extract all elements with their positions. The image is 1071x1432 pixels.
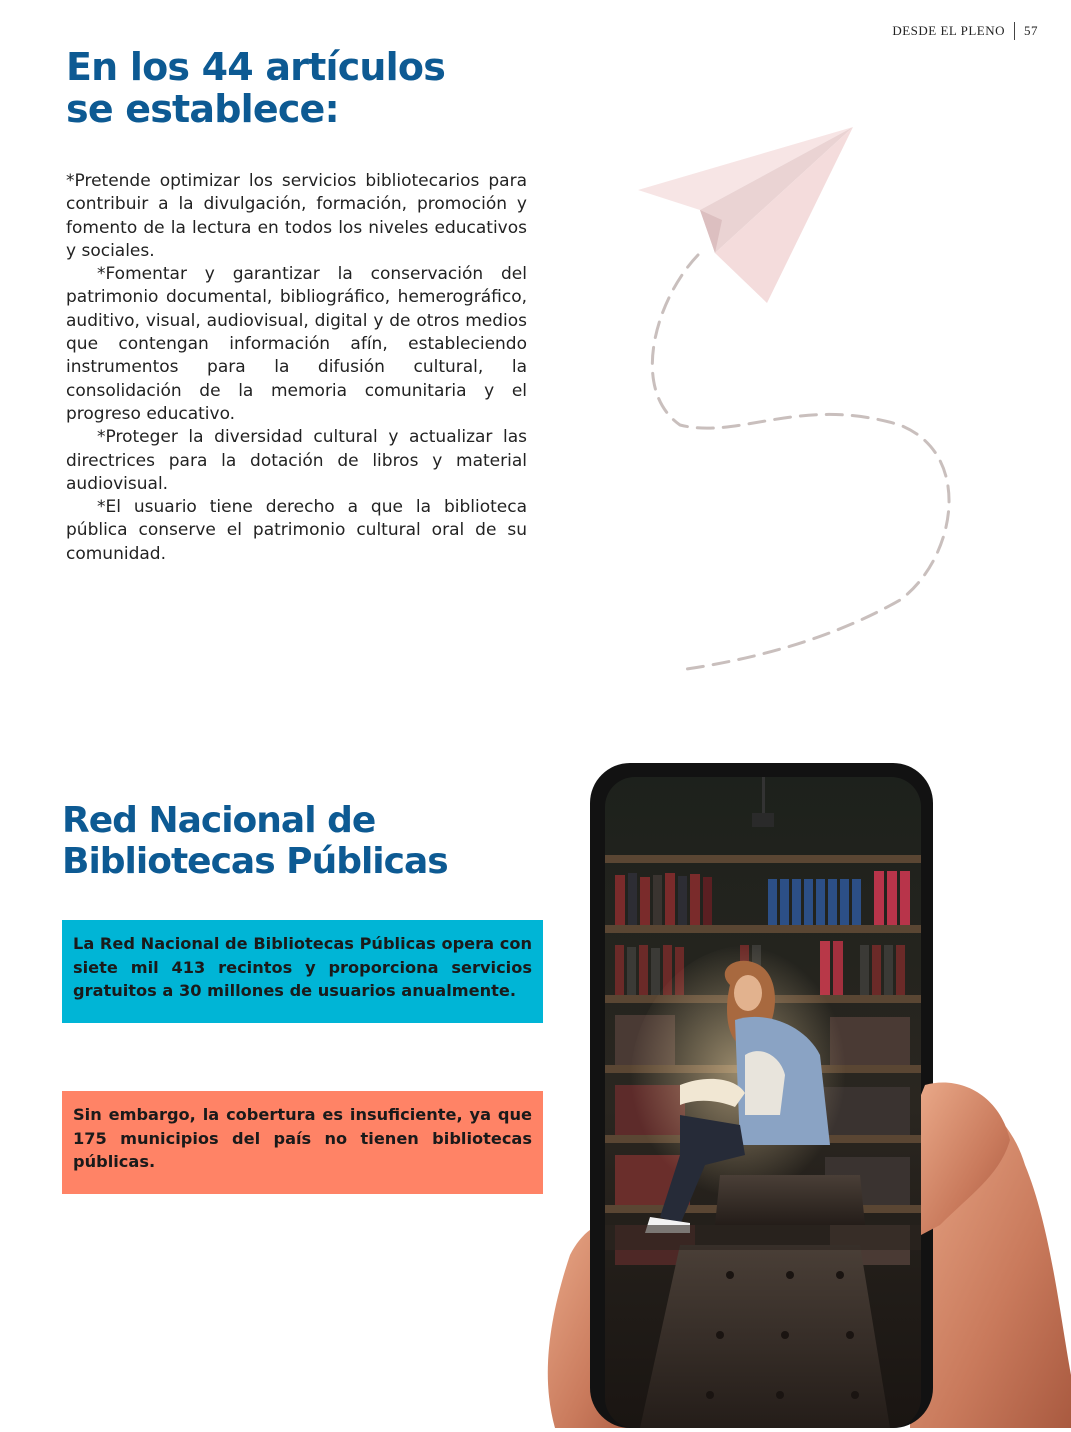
articles-heading-line2: se establece: [66, 87, 339, 131]
dashed-flight-path [652, 255, 949, 670]
paragraph-3: *Proteger la diversidad cultural y actualizar las directrices para la dotación de libros y material audiovisual. [66, 427, 527, 494]
page-number: 57 [1024, 23, 1038, 38]
network-heading [62, 800, 542, 882]
paragraph-4: *El usuario tiene derecho a que la biblioteca pública conserve el patrimonio cultural oral de su comunidad. [66, 497, 527, 564]
section-label: DESDE EL PLENO [892, 23, 1005, 38]
paper-plane-icon [638, 127, 853, 303]
network-heading-line2: Bibliotecas Públicas [62, 841, 448, 882]
paragraph-2: *Fomentar y garantizar la conservación del patrimonio documental, bibliográfico, hemerográfico, auditivo, visual, audiovisual, digital y de otros medios que contengan información afín, estableciendo instrumentos para la difusión cultural, la consolidación de la memoria comunitaria y el progreso educativo. [66, 264, 527, 424]
articles-heading-line1: En los 44 artículos [66, 45, 446, 89]
paragraph-1: *Pretende optimizar los servicios bibliotecarios para contribuir a la divulgación, formación, promoción y fomento de la lectura en todos los niveles educativos y sociales. [66, 171, 527, 261]
network-heading-line1: Red Nacional de [62, 800, 376, 841]
network-stats-box: La Red Nacional de Bibliotecas Públicas opera con siete mil 413 recintos y proporciona servicios gratuitos a 30 millones de usuarios anualmente. [62, 920, 543, 1023]
library-photo [605, 777, 921, 1428]
phone-photo [530, 755, 1071, 1428]
coverage-gap-box: Sin embargo, la cobertura es insuficiente, ya que 175 municipios del país no tienen bibliotecas públicas. [62, 1091, 543, 1194]
